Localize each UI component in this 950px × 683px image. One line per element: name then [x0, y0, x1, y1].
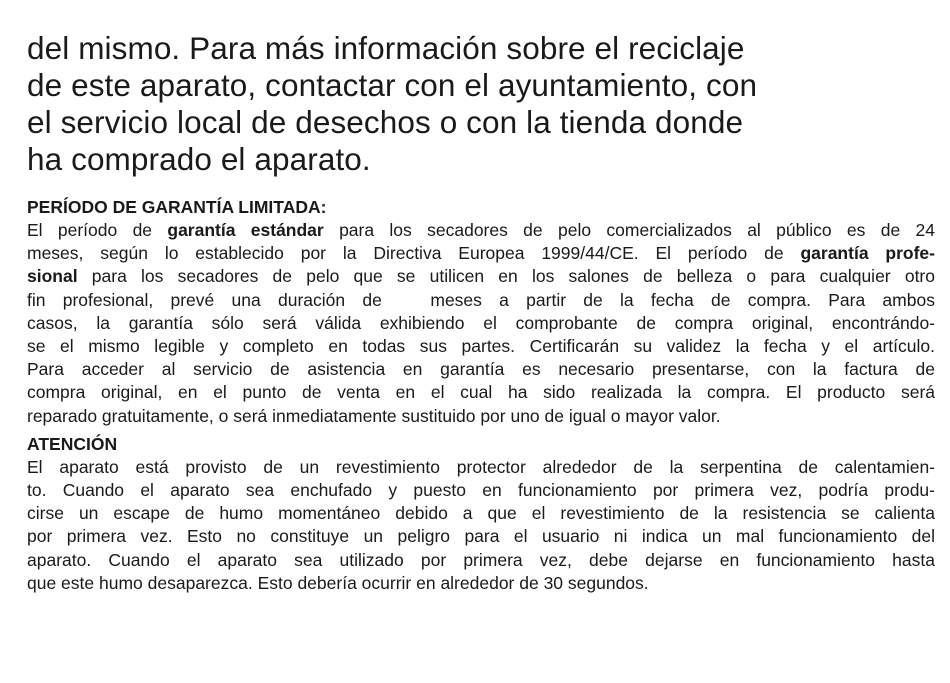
attention-line: que este humo desaparezca. Esto debería ocurrir en alrededor de 30 segundos.: [27, 572, 649, 593]
intro-line: ha comprado el aparato.: [27, 141, 371, 177]
warranty-line: [27, 265, 935, 288]
warranty-line: Para acceder al servicio de asistencia en garantía es necesario presentarse, con la factura de: [27, 359, 935, 380]
attention-line: El aparato está provisto de un revestimiento protector alrededor de la serpentina de calentamien-: [27, 456, 935, 477]
warranty-section: [27, 196, 935, 428]
intro-paragraph: [27, 0, 935, 178]
warranty-heading: PERÍODO DE GARANTÍA LIMITADA:: [27, 197, 327, 217]
attention-line: aparato. Cuando el aparato sea utilizado por primera vez, debe dejarse en funcionamiento hasta: [27, 549, 935, 570]
bold-term-professional-warranty-cont: sional: [27, 266, 78, 287]
intro-line: el servicio local de desechos o con la tienda donde: [27, 104, 744, 140]
warranty-line: reparado gratuitamente, o será inmediatamente sustituido por uno de igual o mayor valor.: [27, 405, 721, 426]
text-run: fin profesional, prevé una duración de: [27, 289, 382, 310]
warranty-line: [27, 242, 935, 265]
text-run: meses a partir de la fecha de compra. Para ambos: [430, 289, 935, 310]
attention-line: cirse un escape de humo momentáneo debido a que el revestimiento de la resistencia se calienta: [27, 503, 935, 524]
document-page: [27, 0, 935, 595]
warranty-paragraph: [27, 219, 935, 428]
attention-line: to. Cuando el aparato sea enchufado y puesto en funcionamiento por primera vez, podría produ-: [27, 480, 935, 501]
warranty-line: casos, la garantía sólo será válida exhibiendo el comprobante de compra original, encontrándo-: [27, 312, 935, 333]
text-run: meses, según lo establecido por la Directiva Europea 1999/44/CE. El período de: [27, 243, 801, 264]
warranty-line: [27, 219, 935, 242]
attention-paragraph: [27, 456, 935, 595]
text-run: El período de: [27, 220, 168, 240]
bold-term-standard-warranty: garantía estándar: [167, 220, 324, 240]
text-run: para los secadores de pelo comercializados al público es de 24: [323, 220, 935, 240]
warranty-line: [27, 289, 935, 312]
attention-section: [27, 433, 935, 595]
attention-line: por primera vez. Esto no constituye un peligro para el usuario ni indica un mal funcionamiento del: [27, 526, 935, 547]
warranty-line: se el mismo legible y completo en todas sus partes. Certificarán su validez la fecha y el artículo.: [27, 336, 935, 357]
intro-line: de este aparato, contactar con el ayuntamiento, con: [27, 67, 758, 103]
text-run: para los secadores de pelo que se utilicen en los salones de belleza o para cualquier otro: [77, 266, 935, 287]
warranty-line: compra original, en el punto de venta en el cual ha sido realizada la compra. El producto será: [27, 382, 935, 403]
intro-line: del mismo. Para más información sobre el reciclaje: [27, 30, 745, 66]
bold-term-professional-warranty: garantía profe-: [800, 243, 935, 264]
attention-heading: ATENCIÓN: [27, 433, 118, 454]
